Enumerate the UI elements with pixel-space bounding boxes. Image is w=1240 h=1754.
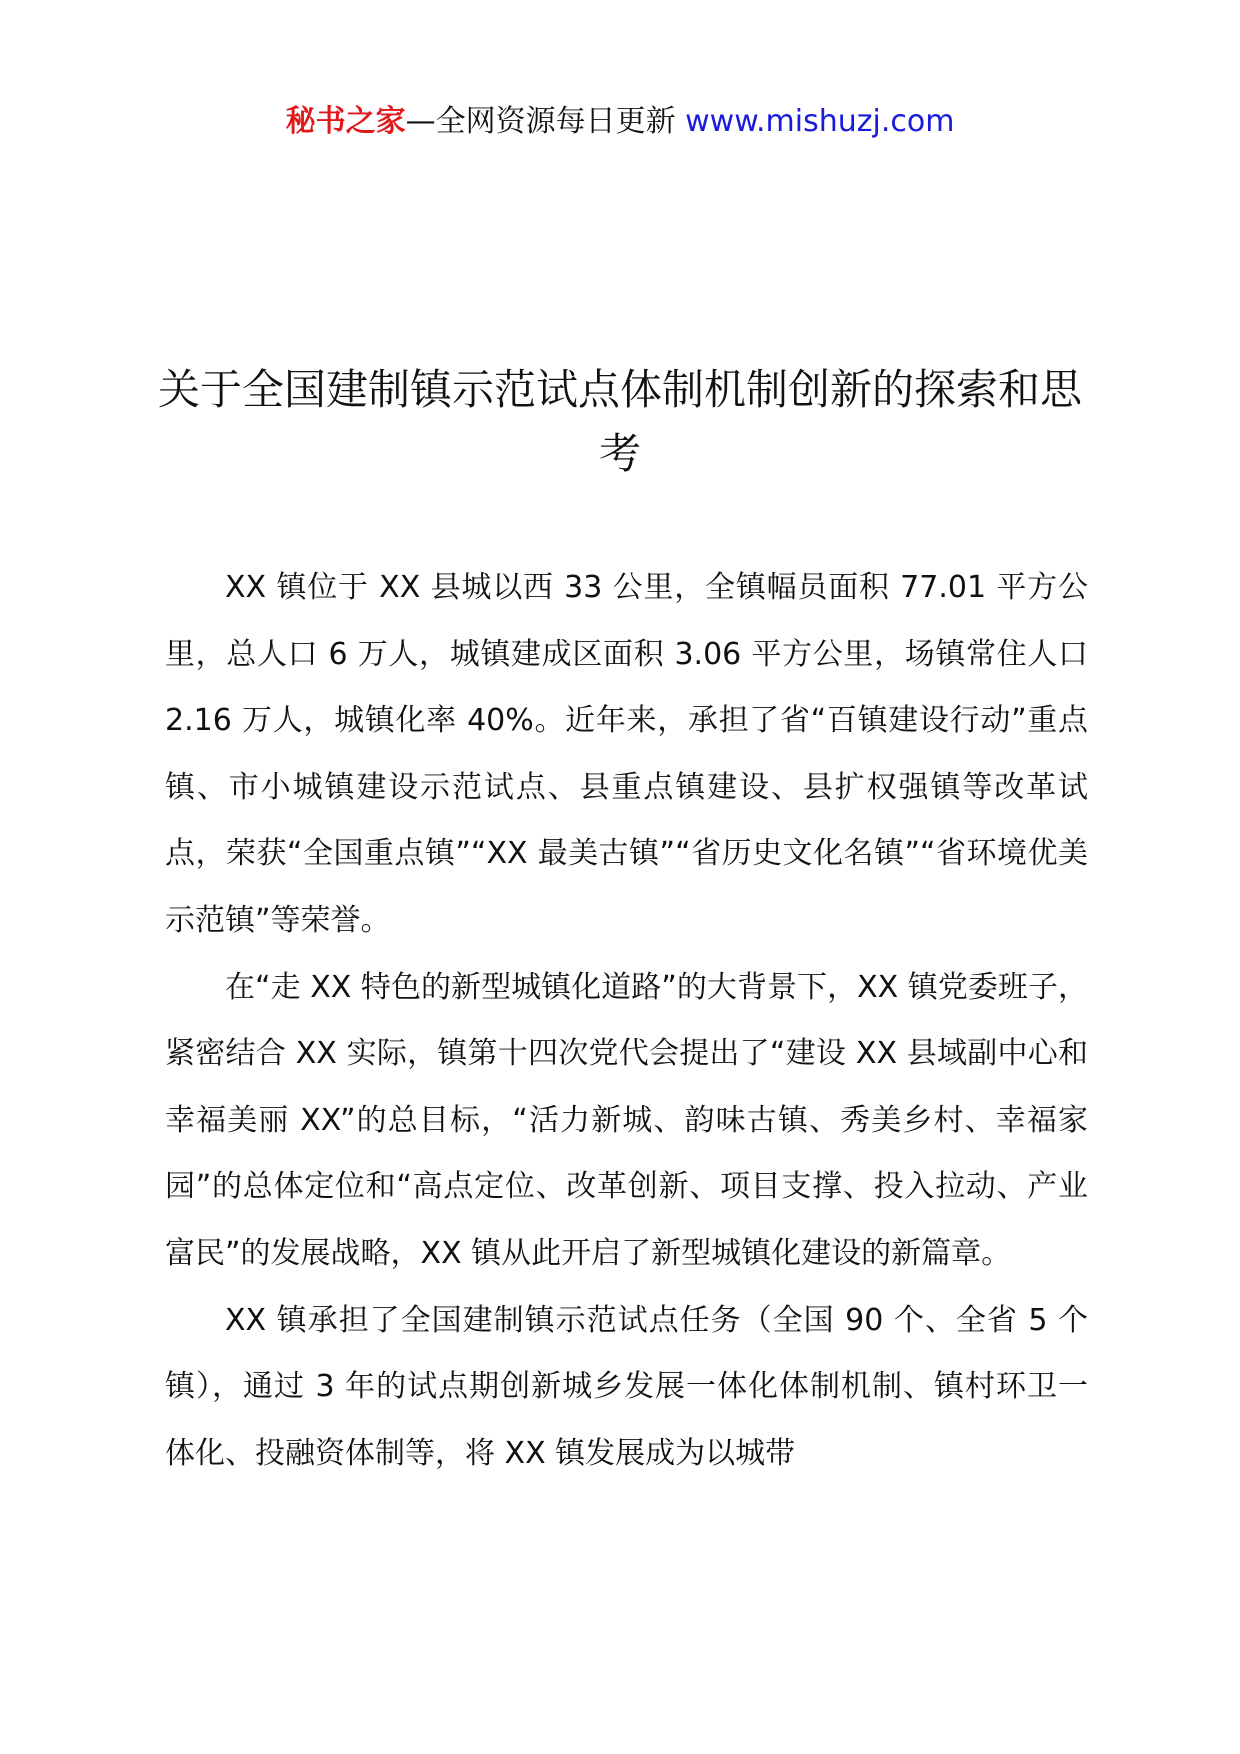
brand-name: 秘书之家 bbox=[285, 104, 406, 139]
site-url-link[interactable]: www.mishuzj.com bbox=[685, 104, 955, 139]
paragraph: XX 镇承担了全国建制镇示范试点任务（全国 90 个、全省 5 个镇），通过 3 年的试点期创新城乡发展一体化体制机制、镇村环卫一体化、投融资体制等，将 XX 镇发展成为以城带 bbox=[165, 1302, 1088, 1471]
header-tagline: —全网资源每日更新 bbox=[405, 104, 686, 139]
document-body bbox=[165, 555, 1088, 1487]
page-header bbox=[0, 102, 1240, 142]
paragraph: XX 镇位于 XX 县城以西 33 公里，全镇幅员面积 77.01 平方公里，总人口 6 万人，城镇建成区面积 3.06 平方公里，场镇常住人口 2.16 万人，城镇化率 40%。近年来，承担了省“百镇建设行动”重点镇、市小城镇建设示范试点、县重点镇建设、县扩权强镇等改革试点，荣获“全国重点镇”“XX 最美古镇”“省历史文化名镇”“省环境优美示范镇”等荣誉。 bbox=[165, 570, 1088, 938]
paragraph: 在“走 XX 特色的新型城镇化道路”的大背景下，XX 镇党委班子，紧密结合 XX 实际，镇第十四次党代会提出了“建设 XX 县域副中心和幸福美丽 XX”的总目标，“活力新城、韵味古镇、秀美乡村、幸福家园”的总体定位和“高点定位、改革创新、项目支撑、投入拉动、产业富民”的发展战略，XX 镇从此开启了新型城镇化建设的新篇章。 bbox=[165, 969, 1088, 1271]
document-title: 关于全国建制镇示范试点体制机制创新的探索和思考 bbox=[157, 365, 1082, 478]
